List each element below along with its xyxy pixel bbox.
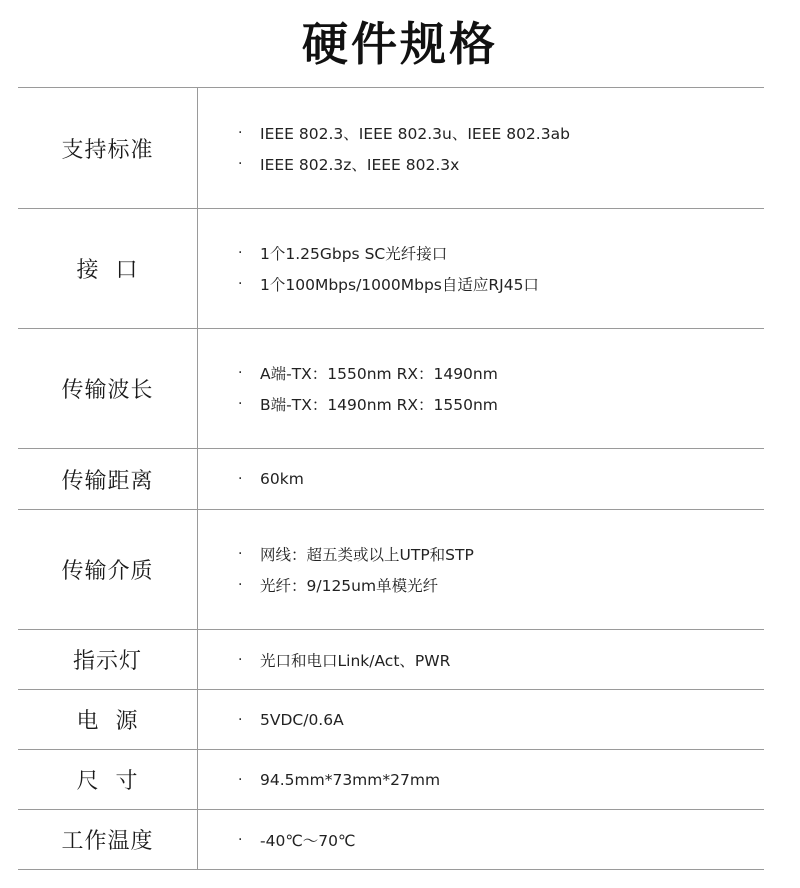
spec-row-temperature [18,810,764,870]
bullet-icon: · [238,771,243,788]
spec-item [238,644,764,675]
spec-item-text: IEEE 802.3、IEEE 802.3u、IEEE 802.3ab [260,124,570,143]
bullet-icon: · [238,365,243,381]
bullet-icon: · [238,155,243,172]
bullet-icon: · [238,245,243,261]
bullet-icon: · [238,276,243,292]
spec-item-text: 光纤：9/125um单模光纤 [260,577,439,595]
spec-values [198,630,764,689]
spec-label: 工作温度 [18,810,198,869]
spec-label: 电 源 [18,690,198,749]
bullet-icon: · [238,711,243,728]
spec-item-text: 94.5mm*73mm*27mm [260,770,441,789]
spec-row-power [18,690,764,750]
spec-label: 传输距离 [18,449,198,509]
spec-label: 传输介质 [18,510,198,629]
spec-label: 支持标准 [18,88,198,208]
spec-values [198,510,764,629]
spec-item-text: IEEE 802.3z、IEEE 802.3x [260,155,460,174]
spec-item [238,389,764,420]
spec-row-interface [18,209,764,329]
spec-item-text: B端-TX：1490nm RX：1550nm [260,396,498,414]
spec-label: 接 口 [18,209,198,328]
spec-values [198,329,764,448]
spec-values [198,690,764,749]
bullet-icon: · [238,546,243,562]
spec-item [238,117,764,148]
bullet-icon: · [238,471,243,487]
spec-item-text: 1个100Mbps/1000Mbps自适应RJ45口 [260,276,539,294]
spec-item [238,464,764,495]
spec-row-dimensions [18,750,764,810]
spec-item-text: -40℃～70℃ [260,831,356,850]
spec-label: 尺 寸 [18,750,198,809]
spec-item [238,824,764,855]
spec-item-text: 1个1.25Gbps SC光纤接口 [260,245,448,263]
page-title: 硬件规格 [302,17,498,71]
spec-item [238,269,764,300]
spec-table [18,87,764,870]
spec-values [198,88,764,208]
spec-item-text: 60km [260,470,304,488]
spec-label: 传输波长 [18,329,198,448]
spec-row-indicator [18,630,764,690]
spec-row-wavelength [18,329,764,449]
spec-item-text: 光口和电口Link/Act、PWR [260,651,451,670]
bullet-icon: · [238,577,243,593]
spec-item [238,358,764,389]
spec-row-distance [18,449,764,510]
spec-item [238,148,764,179]
spec-item-text: A端-TX：1550nm RX：1490nm [260,365,498,383]
spec-row-standards [18,88,764,209]
spec-label: 指示灯 [18,630,198,689]
spec-values [198,449,764,509]
spec-item-text: 5VDC/0.6A [260,710,344,729]
spec-row-medium [18,510,764,630]
spec-values [198,750,764,809]
spec-item [238,570,764,601]
bullet-icon: · [238,651,243,668]
spec-item [238,764,764,795]
bullet-icon: · [238,831,243,848]
bullet-icon: · [238,124,243,141]
spec-item [238,704,764,735]
spec-item-text: 网线：超五类或以上UTP和STP [260,546,474,564]
spec-values [198,209,764,328]
spec-item [238,238,764,269]
spec-item [238,539,764,570]
bullet-icon: · [238,396,243,412]
spec-values [198,810,764,869]
